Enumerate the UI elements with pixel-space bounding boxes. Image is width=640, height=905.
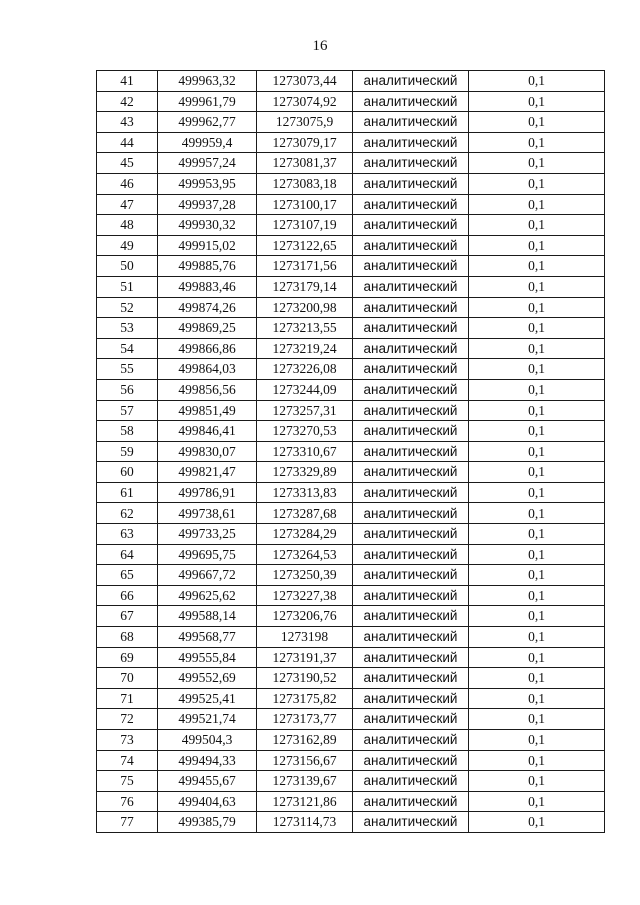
y-coordinate-cell: 1273284,29 bbox=[257, 524, 353, 545]
method-cell: аналитический bbox=[353, 173, 469, 194]
x-coordinate-cell: 499953,95 bbox=[158, 173, 257, 194]
y-coordinate-cell: 1273227,38 bbox=[257, 585, 353, 606]
error-cell: 0,1 bbox=[469, 132, 605, 153]
method-cell: аналитический bbox=[353, 524, 469, 545]
point-number-cell: 76 bbox=[97, 791, 158, 812]
y-coordinate-cell: 1273329,89 bbox=[257, 462, 353, 483]
method-cell: аналитический bbox=[353, 379, 469, 400]
error-cell: 0,1 bbox=[469, 235, 605, 256]
x-coordinate-cell: 499864,03 bbox=[158, 359, 257, 380]
point-number-cell: 41 bbox=[97, 71, 158, 92]
error-cell: 0,1 bbox=[469, 400, 605, 421]
point-number-cell: 53 bbox=[97, 318, 158, 339]
x-coordinate-cell: 499786,91 bbox=[158, 482, 257, 503]
y-coordinate-cell: 1273100,17 bbox=[257, 194, 353, 215]
table-row bbox=[97, 647, 605, 668]
table-row bbox=[97, 173, 605, 194]
table-row bbox=[97, 379, 605, 400]
y-coordinate-cell: 1273179,14 bbox=[257, 276, 353, 297]
point-number-cell: 49 bbox=[97, 235, 158, 256]
error-cell: 0,1 bbox=[469, 338, 605, 359]
table-row bbox=[97, 668, 605, 689]
x-coordinate-cell: 499962,77 bbox=[158, 112, 257, 133]
x-coordinate-cell: 499874,26 bbox=[158, 297, 257, 318]
error-cell: 0,1 bbox=[469, 194, 605, 215]
method-cell: аналитический bbox=[353, 359, 469, 380]
y-coordinate-cell: 1273198 bbox=[257, 627, 353, 648]
method-cell: аналитический bbox=[353, 544, 469, 565]
table-row bbox=[97, 318, 605, 339]
table-row bbox=[97, 791, 605, 812]
table-row bbox=[97, 71, 605, 92]
method-cell: аналитический bbox=[353, 132, 469, 153]
method-cell: аналитический bbox=[353, 771, 469, 792]
point-number-cell: 71 bbox=[97, 688, 158, 709]
error-cell: 0,1 bbox=[469, 709, 605, 730]
x-coordinate-cell: 499915,02 bbox=[158, 235, 257, 256]
point-number-cell: 70 bbox=[97, 668, 158, 689]
method-cell: аналитический bbox=[353, 215, 469, 236]
error-cell: 0,1 bbox=[469, 379, 605, 400]
error-cell: 0,1 bbox=[469, 441, 605, 462]
point-number-cell: 75 bbox=[97, 771, 158, 792]
y-coordinate-cell: 1273171,56 bbox=[257, 256, 353, 277]
point-number-cell: 52 bbox=[97, 297, 158, 318]
y-coordinate-cell: 1273206,76 bbox=[257, 606, 353, 627]
y-coordinate-cell: 1273075,9 bbox=[257, 112, 353, 133]
point-number-cell: 59 bbox=[97, 441, 158, 462]
method-cell: аналитический bbox=[353, 441, 469, 462]
error-cell: 0,1 bbox=[469, 482, 605, 503]
table-row bbox=[97, 462, 605, 483]
table-row bbox=[97, 606, 605, 627]
coordinates-table bbox=[96, 70, 605, 833]
y-coordinate-cell: 1273313,83 bbox=[257, 482, 353, 503]
error-cell: 0,1 bbox=[469, 524, 605, 545]
point-number-cell: 69 bbox=[97, 647, 158, 668]
method-cell: аналитический bbox=[353, 709, 469, 730]
method-cell: аналитический bbox=[353, 627, 469, 648]
point-number-cell: 56 bbox=[97, 379, 158, 400]
y-coordinate-cell: 1273139,67 bbox=[257, 771, 353, 792]
x-coordinate-cell: 499959,4 bbox=[158, 132, 257, 153]
table-row bbox=[97, 503, 605, 524]
method-cell: аналитический bbox=[353, 153, 469, 174]
error-cell: 0,1 bbox=[469, 688, 605, 709]
point-number-cell: 62 bbox=[97, 503, 158, 524]
x-coordinate-cell: 499455,67 bbox=[158, 771, 257, 792]
error-cell: 0,1 bbox=[469, 647, 605, 668]
error-cell: 0,1 bbox=[469, 544, 605, 565]
y-coordinate-cell: 1273200,98 bbox=[257, 297, 353, 318]
y-coordinate-cell: 1273219,24 bbox=[257, 338, 353, 359]
table-row bbox=[97, 421, 605, 442]
point-number-cell: 64 bbox=[97, 544, 158, 565]
y-coordinate-cell: 1273114,73 bbox=[257, 812, 353, 833]
error-cell: 0,1 bbox=[469, 627, 605, 648]
method-cell: аналитический bbox=[353, 400, 469, 421]
x-coordinate-cell: 499494,33 bbox=[158, 750, 257, 771]
point-number-cell: 43 bbox=[97, 112, 158, 133]
method-cell: аналитический bbox=[353, 730, 469, 751]
point-number-cell: 61 bbox=[97, 482, 158, 503]
error-cell: 0,1 bbox=[469, 730, 605, 751]
method-cell: аналитический bbox=[353, 503, 469, 524]
method-cell: аналитический bbox=[353, 647, 469, 668]
y-coordinate-cell: 1273175,82 bbox=[257, 688, 353, 709]
method-cell: аналитический bbox=[353, 194, 469, 215]
table-row bbox=[97, 256, 605, 277]
error-cell: 0,1 bbox=[469, 750, 605, 771]
error-cell: 0,1 bbox=[469, 359, 605, 380]
table-row bbox=[97, 91, 605, 112]
table-row bbox=[97, 112, 605, 133]
table-row bbox=[97, 400, 605, 421]
method-cell: аналитический bbox=[353, 71, 469, 92]
y-coordinate-cell: 1273107,19 bbox=[257, 215, 353, 236]
x-coordinate-cell: 499733,25 bbox=[158, 524, 257, 545]
table-row bbox=[97, 585, 605, 606]
x-coordinate-cell: 499930,32 bbox=[158, 215, 257, 236]
x-coordinate-cell: 499667,72 bbox=[158, 565, 257, 586]
table-row bbox=[97, 338, 605, 359]
error-cell: 0,1 bbox=[469, 791, 605, 812]
point-number-cell: 58 bbox=[97, 421, 158, 442]
x-coordinate-cell: 499851,49 bbox=[158, 400, 257, 421]
y-coordinate-cell: 1273250,39 bbox=[257, 565, 353, 586]
method-cell: аналитический bbox=[353, 812, 469, 833]
error-cell: 0,1 bbox=[469, 91, 605, 112]
point-number-cell: 57 bbox=[97, 400, 158, 421]
y-coordinate-cell: 1273213,55 bbox=[257, 318, 353, 339]
y-coordinate-cell: 1273083,18 bbox=[257, 173, 353, 194]
error-cell: 0,1 bbox=[469, 606, 605, 627]
error-cell: 0,1 bbox=[469, 565, 605, 586]
x-coordinate-cell: 499625,62 bbox=[158, 585, 257, 606]
y-coordinate-cell: 1273226,08 bbox=[257, 359, 353, 380]
method-cell: аналитический bbox=[353, 256, 469, 277]
y-coordinate-cell: 1273162,89 bbox=[257, 730, 353, 751]
point-number-cell: 54 bbox=[97, 338, 158, 359]
y-coordinate-cell: 1273270,53 bbox=[257, 421, 353, 442]
method-cell: аналитический bbox=[353, 297, 469, 318]
point-number-cell: 67 bbox=[97, 606, 158, 627]
y-coordinate-cell: 1273122,65 bbox=[257, 235, 353, 256]
method-cell: аналитический bbox=[353, 791, 469, 812]
x-coordinate-cell: 499588,14 bbox=[158, 606, 257, 627]
y-coordinate-cell: 1273081,37 bbox=[257, 153, 353, 174]
method-cell: аналитический bbox=[353, 688, 469, 709]
error-cell: 0,1 bbox=[469, 771, 605, 792]
y-coordinate-cell: 1273074,92 bbox=[257, 91, 353, 112]
point-number-cell: 50 bbox=[97, 256, 158, 277]
table-row bbox=[97, 730, 605, 751]
error-cell: 0,1 bbox=[469, 112, 605, 133]
x-coordinate-cell: 499521,74 bbox=[158, 709, 257, 730]
table-row bbox=[97, 688, 605, 709]
table-row bbox=[97, 627, 605, 648]
error-cell: 0,1 bbox=[469, 585, 605, 606]
error-cell: 0,1 bbox=[469, 318, 605, 339]
point-number-cell: 77 bbox=[97, 812, 158, 833]
table-row bbox=[97, 482, 605, 503]
x-coordinate-cell: 499963,32 bbox=[158, 71, 257, 92]
x-coordinate-cell: 499937,28 bbox=[158, 194, 257, 215]
method-cell: аналитический bbox=[353, 668, 469, 689]
y-coordinate-cell: 1273257,31 bbox=[257, 400, 353, 421]
table-row bbox=[97, 750, 605, 771]
table-row bbox=[97, 132, 605, 153]
error-cell: 0,1 bbox=[469, 173, 605, 194]
table-row bbox=[97, 565, 605, 586]
error-cell: 0,1 bbox=[469, 215, 605, 236]
y-coordinate-cell: 1273173,77 bbox=[257, 709, 353, 730]
y-coordinate-cell: 1273264,53 bbox=[257, 544, 353, 565]
table-row bbox=[97, 709, 605, 730]
method-cell: аналитический bbox=[353, 750, 469, 771]
x-coordinate-cell: 499869,25 bbox=[158, 318, 257, 339]
x-coordinate-cell: 499961,79 bbox=[158, 91, 257, 112]
table-row bbox=[97, 215, 605, 236]
y-coordinate-cell: 1273156,67 bbox=[257, 750, 353, 771]
point-number-cell: 51 bbox=[97, 276, 158, 297]
error-cell: 0,1 bbox=[469, 297, 605, 318]
x-coordinate-cell: 499555,84 bbox=[158, 647, 257, 668]
coordinates-table-body bbox=[97, 71, 605, 833]
point-number-cell: 44 bbox=[97, 132, 158, 153]
point-number-cell: 45 bbox=[97, 153, 158, 174]
table-row bbox=[97, 297, 605, 318]
method-cell: аналитический bbox=[353, 276, 469, 297]
error-cell: 0,1 bbox=[469, 421, 605, 442]
x-coordinate-cell: 499552,69 bbox=[158, 668, 257, 689]
method-cell: аналитический bbox=[353, 585, 469, 606]
point-number-cell: 47 bbox=[97, 194, 158, 215]
point-number-cell: 42 bbox=[97, 91, 158, 112]
point-number-cell: 65 bbox=[97, 565, 158, 586]
method-cell: аналитический bbox=[353, 482, 469, 503]
y-coordinate-cell: 1273244,09 bbox=[257, 379, 353, 400]
error-cell: 0,1 bbox=[469, 668, 605, 689]
x-coordinate-cell: 499568,77 bbox=[158, 627, 257, 648]
x-coordinate-cell: 499821,47 bbox=[158, 462, 257, 483]
point-number-cell: 66 bbox=[97, 585, 158, 606]
x-coordinate-cell: 499695,75 bbox=[158, 544, 257, 565]
error-cell: 0,1 bbox=[469, 812, 605, 833]
point-number-cell: 73 bbox=[97, 730, 158, 751]
y-coordinate-cell: 1273121,86 bbox=[257, 791, 353, 812]
point-number-cell: 68 bbox=[97, 627, 158, 648]
x-coordinate-cell: 499738,61 bbox=[158, 503, 257, 524]
method-cell: аналитический bbox=[353, 112, 469, 133]
point-number-cell: 72 bbox=[97, 709, 158, 730]
x-coordinate-cell: 499856,56 bbox=[158, 379, 257, 400]
point-number-cell: 55 bbox=[97, 359, 158, 380]
point-number-cell: 48 bbox=[97, 215, 158, 236]
table-row bbox=[97, 812, 605, 833]
x-coordinate-cell: 499957,24 bbox=[158, 153, 257, 174]
error-cell: 0,1 bbox=[469, 462, 605, 483]
y-coordinate-cell: 1273191,37 bbox=[257, 647, 353, 668]
x-coordinate-cell: 499525,41 bbox=[158, 688, 257, 709]
table-row bbox=[97, 771, 605, 792]
method-cell: аналитический bbox=[353, 338, 469, 359]
x-coordinate-cell: 499846,41 bbox=[158, 421, 257, 442]
y-coordinate-cell: 1273073,44 bbox=[257, 71, 353, 92]
table-row bbox=[97, 359, 605, 380]
x-coordinate-cell: 499883,46 bbox=[158, 276, 257, 297]
error-cell: 0,1 bbox=[469, 71, 605, 92]
x-coordinate-cell: 499385,79 bbox=[158, 812, 257, 833]
x-coordinate-cell: 499404,63 bbox=[158, 791, 257, 812]
x-coordinate-cell: 499830,07 bbox=[158, 441, 257, 462]
method-cell: аналитический bbox=[353, 91, 469, 112]
point-number-cell: 46 bbox=[97, 173, 158, 194]
error-cell: 0,1 bbox=[469, 153, 605, 174]
table-row bbox=[97, 441, 605, 462]
page-number: 16 bbox=[312, 38, 328, 54]
table-row bbox=[97, 524, 605, 545]
method-cell: аналитический bbox=[353, 421, 469, 442]
error-cell: 0,1 bbox=[469, 503, 605, 524]
point-number-cell: 63 bbox=[97, 524, 158, 545]
y-coordinate-cell: 1273190,52 bbox=[257, 668, 353, 689]
y-coordinate-cell: 1273287,68 bbox=[257, 503, 353, 524]
x-coordinate-cell: 499885,76 bbox=[158, 256, 257, 277]
error-cell: 0,1 bbox=[469, 256, 605, 277]
method-cell: аналитический bbox=[353, 565, 469, 586]
x-coordinate-cell: 499504,3 bbox=[158, 730, 257, 751]
y-coordinate-cell: 1273079,17 bbox=[257, 132, 353, 153]
error-cell: 0,1 bbox=[469, 276, 605, 297]
method-cell: аналитический bbox=[353, 318, 469, 339]
method-cell: аналитический bbox=[353, 462, 469, 483]
point-number-cell: 60 bbox=[97, 462, 158, 483]
method-cell: аналитический bbox=[353, 235, 469, 256]
x-coordinate-cell: 499866,86 bbox=[158, 338, 257, 359]
y-coordinate-cell: 1273310,67 bbox=[257, 441, 353, 462]
table-row bbox=[97, 153, 605, 174]
point-number-cell: 74 bbox=[97, 750, 158, 771]
table-row bbox=[97, 194, 605, 215]
table-row bbox=[97, 276, 605, 297]
table-row bbox=[97, 544, 605, 565]
method-cell: аналитический bbox=[353, 606, 469, 627]
table-row bbox=[97, 235, 605, 256]
